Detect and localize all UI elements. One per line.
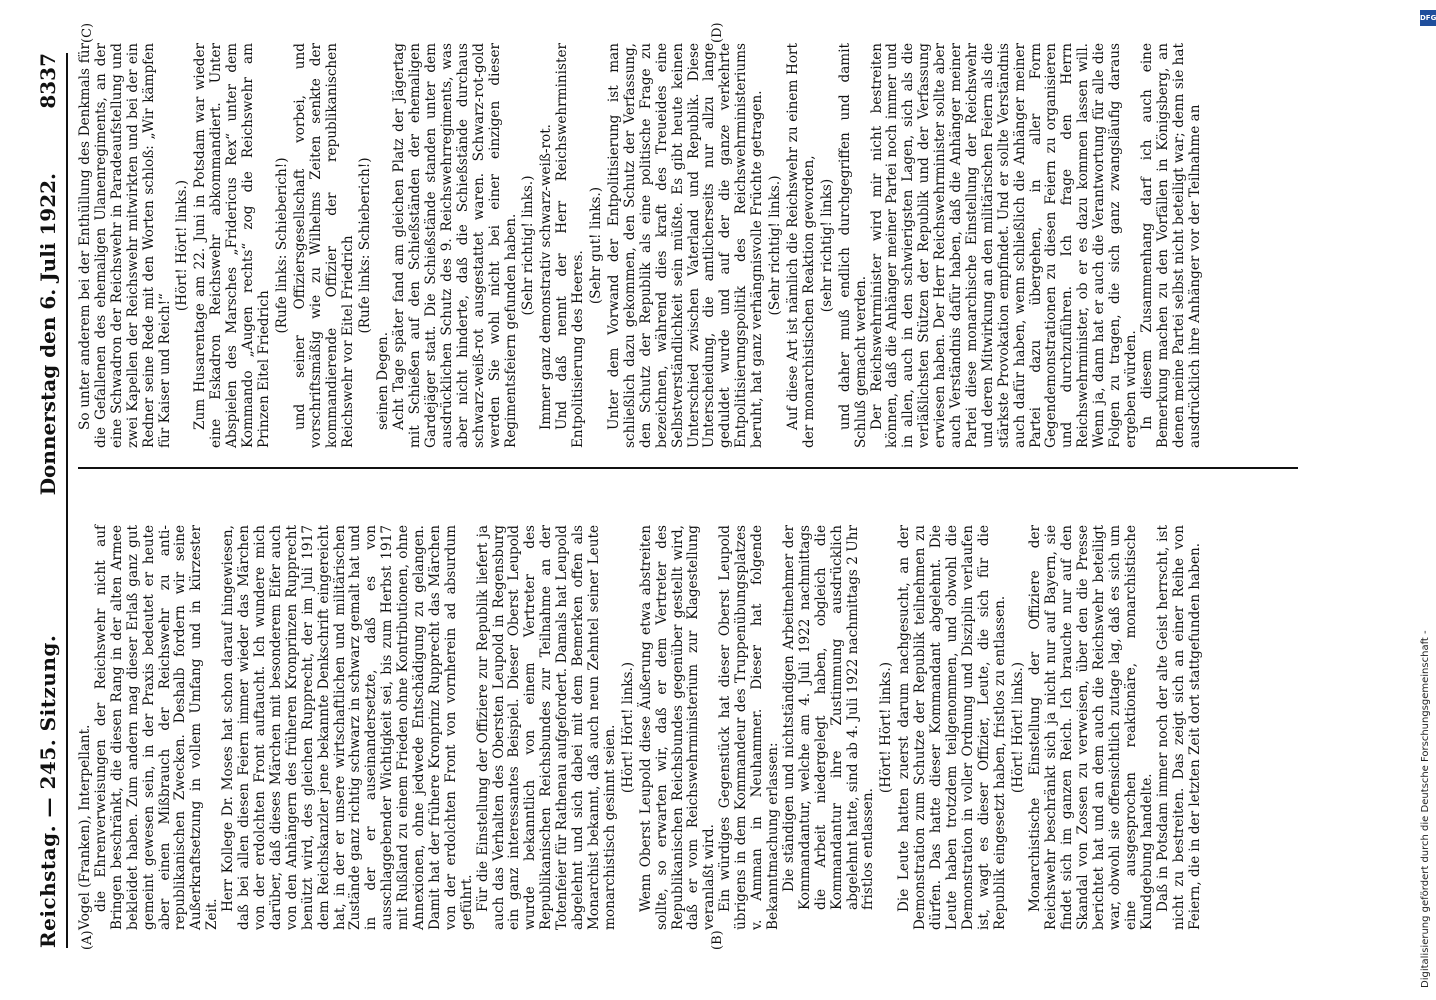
interjection: (Rufe links: Schieberich!) — [357, 157, 374, 334]
paragraph: Ein würdiges Gegenstück hat dieser Oberst Leupold übrigens in dem Kommandeur des Truppenübungsplatzes v. Amman in Neuhammer. Dieser hat folgende Bekanntmachung erlassen: — [717, 525, 781, 930]
quotation: Die ständigen und nichtständigen Arbeitnehmer der Kommandantur, welche am 4. Juli 1922 nachmittags die Arbeit niedergelegt haben, obgleich die Kommandantur ihre Zustimmung ausdrücklich abgelehnt hatte, sind ab 4. Juli 1922 nachmittags 2 Uhr fristlos entlassen. — [780, 525, 877, 910]
interjection: (Hört! Hört! links.) — [878, 661, 895, 794]
header-left: Reichstag. — 245. Sitzung. — [36, 634, 60, 948]
paragraph: Zum Husarentage am 22. Juni in Potsdam war wieder eine Eskadron Reichswehr abkommandiert. Unter Abspielen des Marsches „Fridericus Rex“ unter dem Kommando „Augen rechts“ zog die Reichswehr am Prinzen Eitel Friedrich — [192, 43, 272, 448]
paragraph: Unter dem Vorwand der Entpolitisierung ist man schließlich dazu gekommen, den Schutz der Verfassung, den Schutz der Republik als eine politische Frage zu bezeichnen, während dies kraft des Treueides eine Selbstverständlichkeit sein müßte. Es gibt heute keinen Unterschied zwischen Vaterland und Republik. Diese Unterscheidung, die amtlicherseits nur allzu lange geduldet wurde und auf der die ganze verkehrte Entpolitisierungspolitik des Reichswehrministeriums beruht, hat ganz verhängnisvolle Früchte getragen. — [606, 43, 766, 448]
paragraph: In diesem Zusammenhang darf ich auch eine Bemerkung machen zu den Vorfällen in Königsberg, an denen meine Partei selbst nicht beteiligt war; denn sie hat ausdrücklich ihre Anhänger vor der Teilnahme an — [1138, 43, 1203, 448]
paragraph: Acht Tage später fand am gleichen Platz der Jägertag mit Schießen auf den Schießständen der ehemaligen Gardejäger statt. Die Schießstände standen unter dem ausdrücklichen Schutz des 9. Reichswehrregiments, was aber nicht hinderte, daß die Schießstände durchaus schwarz-weiß-rot ausgestattet waren. Schwarz-rot-gold werden Sie wohl nicht bei einer einzigen dieser Regimentsfeiern gefunden haben. — [391, 43, 519, 448]
paragraph: Die Leute hatten zuerst darum nachgesucht, an der Demonstration zum Schutze der Republik teilnehmen zu dürfen. Das hatte dieser Kommandant abgelehnt. Die Leute haben trotzdem teilgenommen, und obwohl die Demonstration in voller Ordnung und Disziplin verlaufen ist, wagt es dieser Offizier, Leute, die sich für die Republik eingesetzt haben, fristlos zu entlassen. — [896, 525, 1008, 930]
margin-letter-c: (C) — [80, 22, 95, 43]
interjection: (sehr richtig! links) — [818, 178, 835, 313]
interjection: (Hört! Hört! links.) — [1009, 661, 1026, 794]
interjection: (Sehr richtig! links.) — [520, 175, 537, 316]
column-left — [78, 525, 1203, 930]
paragraph: Daß in Potsdam immer noch der alte Geist herrscht, ist nicht zu bestreiten. Das zeigt sich an einer Reihe von Feiern, die in der letzten Zeit dort stattgefunden haben. — [1154, 525, 1203, 930]
interjection: (Hört! Hört! links.) — [619, 661, 636, 794]
interjection: (Sehr gut! links.) — [588, 186, 605, 305]
paragraph: seinen Degen. — [375, 331, 392, 430]
page-number: 8337 — [36, 53, 60, 109]
column-divider — [78, 468, 1298, 470]
paragraph: Der Reichswehrminister wird mir nicht bestreiten können, daß die Anhänger meiner Partei noch immer und in allen, auch in den schwierigsten Lagen, sich als die verläßlichsten Stützen der Republik und der Verfassung erwiesen haben. Der Herr Reichswehrminister sollte aber auch Verständnis dafür haben, daß die Anhänger meiner Partei diese monarchische Einstellung der Reichswehr und deren Mitwirkung an den militärischen Feiern als die stärkste Provokation empfindet. Und er sollte Verständnis auch dafür haben, wenn schließlich die Anhänger meiner Partei dazu übergehen, in aller Form Gegendemonstrationen zu diesen Feiern zu organisieren und durchzuführen. Ich frage den Herrn Reichswehrminister, ob er es dazu kommen lassen will. Wenn ja, dann hat er auch die Verantwortung für alle die Folgen zu tragen, die sich ganz zwangsläufig daraus ergeben würden. — [868, 43, 1139, 448]
paragraph: Monarchistische Einstellung der Offiziere der Reichswehr beschränkt sich ja nicht nur auf Bayern, sie findet sich im ganzen Reich. Ich brauche nur auf den Skandal von Zossen zu verweisen, über den die Presse berichtet hat und an dem auch die Reichswehr beteiligt war, obwohl sie offensichtlich zutage lag, daß es sich um eine ausgesprochen reaktionäre, monarchistische Kundgebung handelte. — [1027, 525, 1155, 930]
paragraph: und daher muß endlich durchgegriffen und damit Schluß gemacht werden. — [836, 43, 869, 448]
column-right — [78, 43, 1204, 448]
paragraph: So unter anderem bei der Enthüllung des Denkmals für die Gefallenen des ehemaligen Ulanenregiments, an der eine Schwadron der Reichswehr in Paradeaufstellung und zwei Kapellen der Reichswehr mitwirkten und bei der ein Redner seine Rede mit den Worten schloß: „Wir kämpfen für Kaiser und Reich!“ — [77, 43, 173, 448]
dfg-credit-text — [1416, 8, 1436, 988]
dfg-credit-label: Digitalisierung gefördert durch die Deutsche Forschungsgemeinschaft - — [1420, 630, 1431, 988]
dfg-sidebar — [1416, 8, 1436, 988]
paragraph: die Ehrenverweisungen der Reichswehr nicht auf Bringen beschränkt, die diesen Rang in der alten Armee bekleidet haben. Zum andern mag dieser Erlaß ganz gut gemeint gewesen sein, in der Praxis bedeutet er heute aber einen Mißbrauch der Reichswehr zu anti-republikanischen Zwecken. Deshalb fordern wir seine Außerkraftsetzung in vollem Umfang und in kürzester Zeit. — [92, 525, 221, 930]
margin-letter-b: (B) — [710, 930, 725, 950]
paragraph: Immer ganz demonstrativ schwarz-weiß-rot. — [538, 124, 555, 430]
margin-letter-d: (D) — [710, 22, 725, 43]
header-date: Donnerstag den 6. Juli 1922. — [36, 173, 60, 496]
interjection: (Sehr richtig! links.) — [767, 175, 784, 316]
speaker-line: Vogel (Franken), Interpellant. — [77, 724, 93, 930]
interjection: (Hört! Hört! links.) — [174, 179, 191, 312]
interjection: (Rufe links: Schieberich!) — [273, 157, 290, 334]
paragraph: Herr Kollege Dr. Moses hat schon darauf hingewiesen, daß bei allen diesen Feiern immer wieder das Märchen von der erdolchten Front auftaucht. Ich wundere mich darüber, daß dieses Märchen mit besonderem Eifer auch von den Anhängern des früheren Kronprinzen Rupprecht benützt wird, des gleichen Rupprecht, der im Juli 1917 dem Reichskanzler jene bekannte Denkschrift eingereicht hat, in der er unsere wirtschaftlichen und militärischen Zustände ganz richtig schwarz in schwarz gemalt hat und in der er auseinandersetzte, daß es von ausschlaggebender Wichtigkeit sei, bis zum Herbst 1917 mit Rußland zu einem Frieden ohne Kontributionen, ohne Annexionen, ohne jedwede Entschädigung zu gelangen. Damit hat der frühere Kronprinz Rupprecht das Märchen von der erdolchten Front von vornherein ad absurdum geführt. — [220, 525, 475, 930]
paragraph: Für die Einstellung der Offiziere zur Republik liefert ja auch das Verhalten des Obersten Leupold in Regensburg ein ganz interessantes Beispiel. Dieser Oberst Leupold wurde bekanntlich von einem Vertreter des Republikanischen Reichsbundes zur Teilnahme an der Totenfeier für Rathenau aufgefordert. Damals hat Leupold abgelehnt und sich dabei mit dem Bemerken offen als Monarchist bekannt, daß auch neun Zehntel seiner Leute monarchistisch gesinnt seien. — [474, 525, 618, 930]
paragraph: und seiner Offiziersgesellschaft vorbei, und vorschriftsmäßig wie zu Wilhelms Zeiten senkte der kommandierende Offizier der republikanischen Reichswehr vor Eitel Friedrich — [291, 43, 356, 448]
margin-letter-a: (A) — [80, 930, 95, 950]
paragraph: Wenn Oberst Leupold diese Äußerung etwa abstreiten sollte, so erwarten wir, daß er dem Vertreter des Republikanischen Reichsbundes gegenüber gestellt wird, daß er vom Reichswehrministerium zur Klagestellung veranlaßt wird. — [637, 525, 718, 930]
paragraph: Auf diese Art ist nämlich die Reichswehr zu einem Hort der monarchistischen Reaktion geworden, — [784, 43, 817, 448]
page-header — [26, 53, 68, 948]
paragraph: Und daß nennt der Herr Reichswehrminister Entpolitisierung des Heeres. — [554, 43, 587, 448]
dfg-logo-icon: DFG — [1420, 10, 1436, 26]
